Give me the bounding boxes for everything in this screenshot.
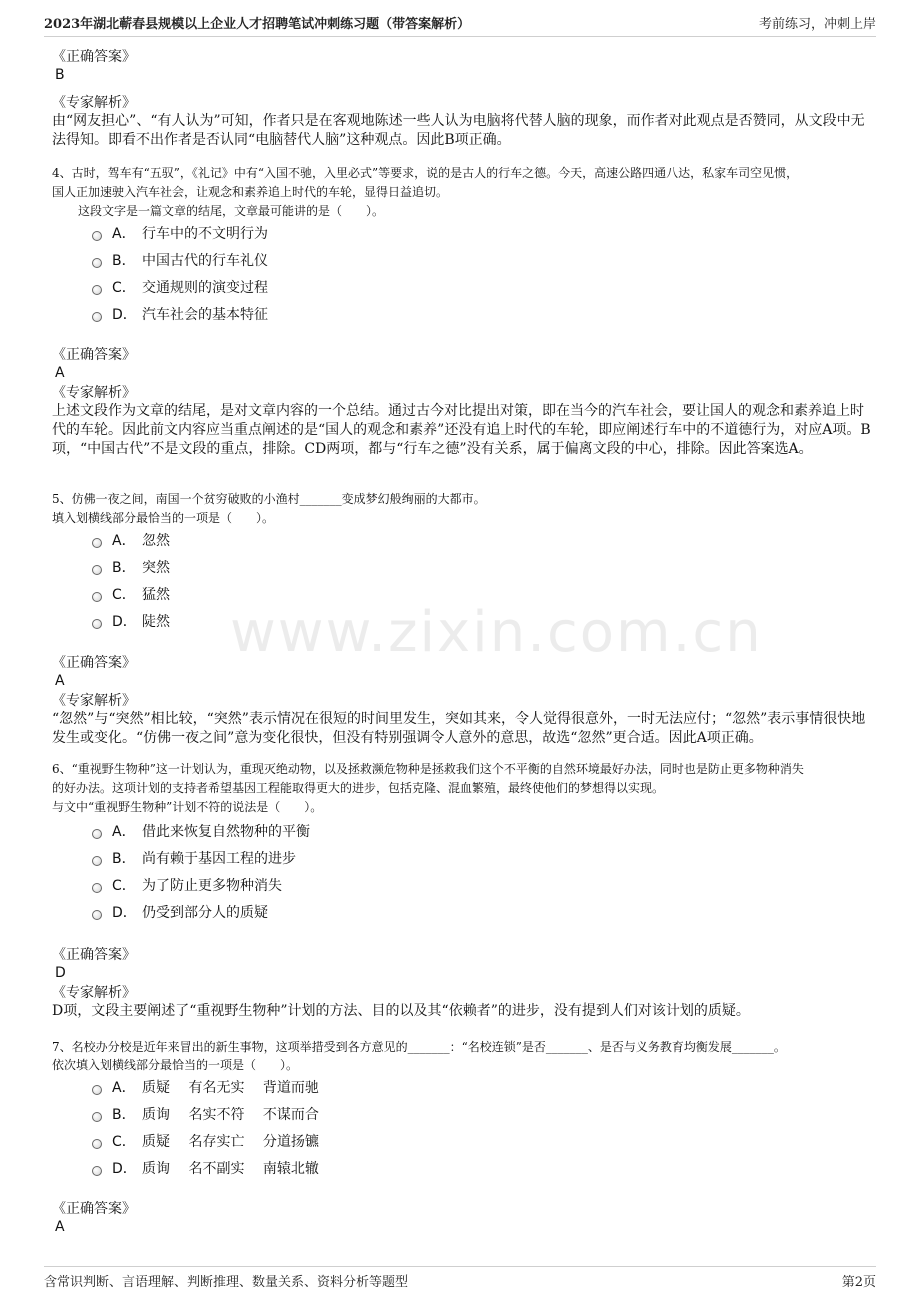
option-text: 陡然 xyxy=(142,614,170,630)
radio-icon[interactable] xyxy=(92,1112,102,1122)
question-stem: 7、名校办分校是近年来冒出的新生事物，这项举措受到各方意见的_______：“名校连锁”是否_______、是否与义务教育均衡发展_______。 xyxy=(52,1040,786,1054)
answer-value: D xyxy=(55,965,66,981)
answer-value: A xyxy=(55,1219,65,1235)
option-text: 猛然 xyxy=(142,587,170,603)
option-text: 尚有赖于基因工程的进步 xyxy=(142,851,296,867)
question-stem: 5、仿佛一夜之间，南国一个贫穷破败的小渔村_______变成梦幻般绚丽的大都市。 xyxy=(52,492,486,506)
option-c[interactable] xyxy=(92,874,282,896)
option-letter: B． xyxy=(112,253,136,269)
option-letter: A． xyxy=(112,824,136,840)
question-stem: 的好办法。这项计划的支持者希望基因工程能取得更大的进步，包括克隆、混血繁殖，最终使他们的梦想得以实现。 xyxy=(52,781,665,795)
option-letter: B． xyxy=(112,851,136,867)
option-text: 行车中的不文明行为 xyxy=(142,226,268,242)
option-letter: D． xyxy=(112,1161,137,1177)
radio-icon[interactable] xyxy=(92,258,102,268)
question-prompt: 这段文字是一篇文章的结尾，文章最可能讲的是（ ）。 xyxy=(78,204,385,218)
question-prompt: 填入划横线部分最恰当的一项是（ ）。 xyxy=(52,511,275,525)
option-text: 仍受到部分人的质疑 xyxy=(142,905,268,921)
radio-icon[interactable] xyxy=(92,619,102,629)
option-b[interactable] xyxy=(92,249,268,271)
radio-icon[interactable] xyxy=(92,829,102,839)
option-a[interactable] xyxy=(92,1076,319,1098)
footer-note: 含常识判断、言语理解、判断推理、数量关系、资料分析等题型 xyxy=(44,1274,409,1290)
radio-icon[interactable] xyxy=(92,538,102,548)
option-a[interactable] xyxy=(92,222,268,244)
watermark: www.zixin.com.cn xyxy=(230,600,763,665)
option-letter: A． xyxy=(112,226,136,242)
option-text: 突然 xyxy=(142,560,170,576)
analysis-label: 《专家解析》 xyxy=(52,985,136,1001)
option-letter: B． xyxy=(112,560,136,576)
radio-icon[interactable] xyxy=(92,231,102,241)
option-letter: D． xyxy=(112,614,137,630)
analysis-label: 《专家解析》 xyxy=(52,385,136,401)
answer-label: 《正确答案》 xyxy=(52,347,136,363)
option-a[interactable] xyxy=(92,820,310,842)
radio-icon[interactable] xyxy=(92,910,102,920)
option-letter: C． xyxy=(112,587,136,603)
analysis-text: 由“网友担心”、“有人认为”可知，作者只是在客观地陈述一些人认为电脑将代替人脑的现象，而作者对此观点是否赞同，从文段中无法得知。即看不出作者是否认同“电脑替代人脑”这种观点。因此B项正确。 xyxy=(52,113,865,148)
header-slogan: 考前练习，冲刺上岸 xyxy=(758,16,876,32)
question-prompt: 与文中“重视野生物种”计划不符的说法是（ ）。 xyxy=(52,800,323,814)
option-d[interactable] xyxy=(92,303,268,325)
option-letter: A． xyxy=(112,533,136,549)
question-prompt: 依次填入划横线部分最恰当的一项是（ ）。 xyxy=(52,1058,299,1072)
answer-label: 《正确答案》 xyxy=(52,655,136,671)
radio-icon[interactable] xyxy=(92,1166,102,1176)
option-b[interactable] xyxy=(92,847,296,869)
answer-label: 《正确答案》 xyxy=(52,1201,136,1217)
option-letter: B． xyxy=(112,1107,136,1123)
radio-icon[interactable] xyxy=(92,592,102,602)
radio-icon[interactable] xyxy=(92,1139,102,1149)
radio-icon[interactable] xyxy=(92,285,102,295)
radio-icon[interactable] xyxy=(92,856,102,866)
option-c[interactable] xyxy=(92,276,268,298)
radio-icon[interactable] xyxy=(92,883,102,893)
option-c[interactable] xyxy=(92,1130,319,1152)
option-text: 借此来恢复自然物种的平衡 xyxy=(142,824,310,840)
option-letter: D． xyxy=(112,307,137,323)
document-title: 2023年湖北蕲春县规模以上企业人才招聘笔试冲刺练习题（带答案解析） xyxy=(44,16,471,32)
option-b[interactable] xyxy=(92,556,170,578)
answer-value: B xyxy=(55,67,65,83)
analysis-text: D项，文段主要阐述了“重视野生物种”计划的方法、目的以及其“依赖者”的进步，没有提到人们对该计划的质疑。 xyxy=(52,1003,750,1019)
option-d[interactable] xyxy=(92,1157,319,1179)
option-letter: C． xyxy=(112,878,136,894)
option-c[interactable] xyxy=(92,583,170,605)
answer-label: 《正确答案》 xyxy=(52,49,136,65)
option-b[interactable] xyxy=(92,1103,319,1125)
option-letter: D． xyxy=(112,905,137,921)
answer-label: 《正确答案》 xyxy=(52,947,136,963)
answer-value: A xyxy=(55,365,65,381)
page-header xyxy=(44,8,876,37)
radio-icon[interactable] xyxy=(92,565,102,575)
option-letter: C． xyxy=(112,1134,136,1150)
option-text: 汽车社会的基本特征 xyxy=(142,307,268,323)
option-letter: A． xyxy=(112,1080,136,1096)
question-stem: 国人正加速驶入汽车社会，让观念和素养追上时代的车轮，显得日益追切。 xyxy=(52,185,449,199)
question-stem: 4、古时，驾车有“五驭”，《礼记》中有“入国不驰，入里必式”等要求，说的是古人的行车之德。今天，高速公路四通八达，私家车司空见惯， xyxy=(52,166,799,180)
option-d[interactable] xyxy=(92,901,268,923)
option-a[interactable] xyxy=(92,529,170,551)
page-footer xyxy=(44,1266,876,1293)
analysis-text: “忽然”与“突然”相比较，“突然”表示情况在很短的时间里发生，突如其来，令人觉得很意外，一时无法应付；“忽然”表示事情很快地发生或变化。“仿佛一夜之间”意为变化很快，但没有特别强调令人意外的意思，故选“忽然”更合适。因此A项正确。 xyxy=(52,711,866,746)
option-text: 中国古代的行车礼仪 xyxy=(142,253,268,269)
option-text: 忽然 xyxy=(142,533,170,549)
option-d[interactable] xyxy=(92,610,170,632)
radio-icon[interactable] xyxy=(92,312,102,322)
option-text: 质疑 名存实亡 分道扬镳 xyxy=(142,1134,319,1150)
option-text: 质询 名不副实 南辕北辙 xyxy=(142,1161,319,1177)
option-letter: C． xyxy=(112,280,136,296)
radio-icon[interactable] xyxy=(92,1085,102,1095)
option-text: 交通规则的演变过程 xyxy=(142,280,268,296)
option-text: 为了防止更多物种消失 xyxy=(142,878,282,894)
analysis-label: 《专家解析》 xyxy=(52,95,136,111)
answer-value: A xyxy=(55,673,65,689)
page-number: 第2页 xyxy=(841,1274,876,1290)
analysis-text: 上述文段作为文章的结尾，是对文章内容的一个总结。通过古今对比提出对策，即在当今的汽车社会，要让国人的观念和素养追上时代的车轮。因此前文内容应当重点阐述的是“国人的观念和素养”还没有追上时代的车轮，即应阐述行车中的不道德行为，对应A项。B项，“中国古代”不是文段的重点，排除。CD两项，都与“行车之德”没有关系，属于偏离文段的中心，排除。因此答案选A。 xyxy=(52,403,871,457)
option-text: 质疑 有名无实 背道而驰 xyxy=(142,1080,319,1096)
option-text: 质询 名实不符 不谋而合 xyxy=(142,1107,319,1123)
analysis-label: 《专家解析》 xyxy=(52,693,136,709)
question-stem: 6、“重视野生物种”这一计划认为，重现灭绝动物，以及拯救濒危物种是拯救我们这个不平衡的自然环境最好办法，同时也是防止更多物种消失 xyxy=(52,762,804,776)
